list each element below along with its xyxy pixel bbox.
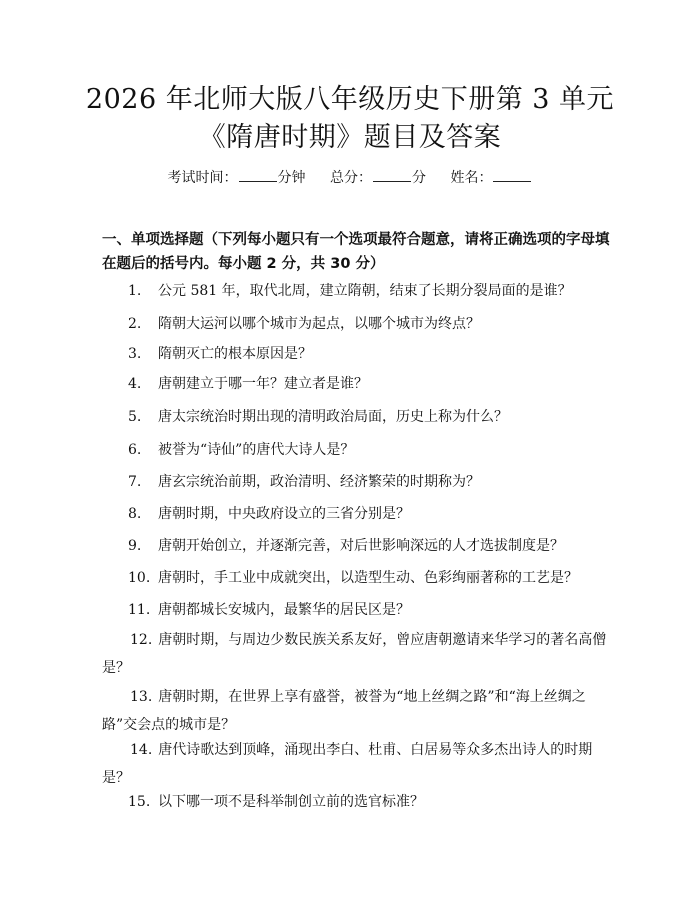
exam-meta bbox=[0, 166, 700, 189]
question-item bbox=[128, 596, 410, 624]
total-score bbox=[330, 166, 426, 189]
question-text: 唐太宗统治时期出现的清明政治局面，历史上称为什么？ bbox=[158, 409, 508, 425]
question-number: 6. bbox=[128, 442, 142, 458]
question-number: 3. bbox=[128, 346, 142, 362]
question-item bbox=[128, 564, 578, 592]
question-item bbox=[128, 310, 480, 338]
question-item bbox=[128, 403, 508, 431]
question-text: 隋朝灭亡的根本原因是？ bbox=[158, 346, 312, 362]
exam-time-unit: 分钟 bbox=[277, 170, 306, 186]
question-item bbox=[102, 736, 612, 792]
question-text: 唐代诗歌达到顶峰，涌现出李白、杜甫、白居易等众多杰出诗人的时期是？ bbox=[102, 742, 593, 786]
question-number: 15. bbox=[128, 794, 151, 810]
total-score-label: 总分： bbox=[330, 170, 372, 186]
question-item bbox=[128, 788, 424, 816]
total-score-blank bbox=[373, 166, 411, 182]
question-item bbox=[128, 468, 480, 496]
question-text: 唐朝都城长安城内，最繁华的居民区是？ bbox=[158, 602, 410, 618]
student-name-blank bbox=[493, 166, 531, 182]
question-text: 唐朝开始创立，并逐渐完善，对后世影响深远的人才选拔制度是？ bbox=[158, 538, 564, 554]
student-name-label: 姓名： bbox=[450, 170, 493, 186]
question-number: 1. bbox=[128, 283, 142, 299]
question-text: 隋朝大运河以哪个城市为起点，以哪个城市为终点？ bbox=[158, 316, 480, 332]
question-item bbox=[128, 532, 564, 560]
question-number: 9. bbox=[128, 538, 142, 554]
question-number: 14. bbox=[130, 742, 153, 758]
question-number: 5. bbox=[128, 409, 142, 425]
question-text: 被誉为“诗仙”的唐代大诗人是？ bbox=[158, 442, 355, 458]
exam-time bbox=[168, 166, 306, 189]
question-item bbox=[102, 683, 612, 739]
question-number: 11. bbox=[128, 602, 151, 618]
document-title-line2: 《隋唐时期》题目及答案 bbox=[198, 122, 502, 153]
student-name bbox=[450, 166, 532, 189]
question-number: 8. bbox=[128, 506, 142, 522]
question-text: 唐朝时期，中央政府设立的三省分别是？ bbox=[158, 506, 410, 522]
question-item bbox=[128, 500, 410, 528]
question-text: 唐朝时期，与周边少数民族关系友好，曾应唐朝邀请来华学习的著名高僧是？ bbox=[102, 632, 607, 676]
question-item bbox=[128, 340, 312, 368]
question-item bbox=[102, 626, 612, 682]
question-number: 13. bbox=[130, 689, 153, 705]
question-number: 4. bbox=[128, 376, 142, 392]
question-number: 12. bbox=[130, 632, 153, 648]
question-item bbox=[128, 436, 354, 464]
question-text: 唐朝时期，在世界上享有盛誉，被誉为“地上丝绸之路”和“海上丝绸之路”交会点的城市是？ bbox=[102, 689, 586, 733]
question-text: 唐朝时，手工业中成就突出，以造型生动、色彩绚丽著称的工艺是？ bbox=[158, 570, 578, 586]
question-item bbox=[128, 277, 572, 305]
total-score-unit: 分 bbox=[412, 170, 426, 186]
question-item bbox=[128, 370, 368, 398]
question-text: 公元 581 年，取代北周，建立隋朝，结束了长期分裂局面的是谁？ bbox=[158, 283, 572, 299]
exam-time-blank bbox=[239, 166, 277, 182]
question-number: 7. bbox=[128, 474, 142, 490]
question-number: 2. bbox=[128, 316, 142, 332]
question-text: 以下哪一项不是科举制创立前的选官标准？ bbox=[158, 794, 424, 810]
question-text: 唐朝建立于哪一年？建立者是谁？ bbox=[158, 376, 368, 392]
section-heading: 一、单项选择题（下列每小题只有一个选项最符合题意，请将正确选项的字母填在题后的括号内。每小题 2 分，共 30 分） bbox=[102, 232, 610, 272]
document-title-line1: 2026 年北师大版八年级历史下册第 3 单元 bbox=[85, 84, 615, 115]
question-number: 10. bbox=[128, 570, 151, 586]
exam-time-label: 考试时间： bbox=[167, 170, 238, 186]
question-text: 唐玄宗统治前期，政治清明、经济繁荣的时期称为？ bbox=[158, 474, 480, 490]
